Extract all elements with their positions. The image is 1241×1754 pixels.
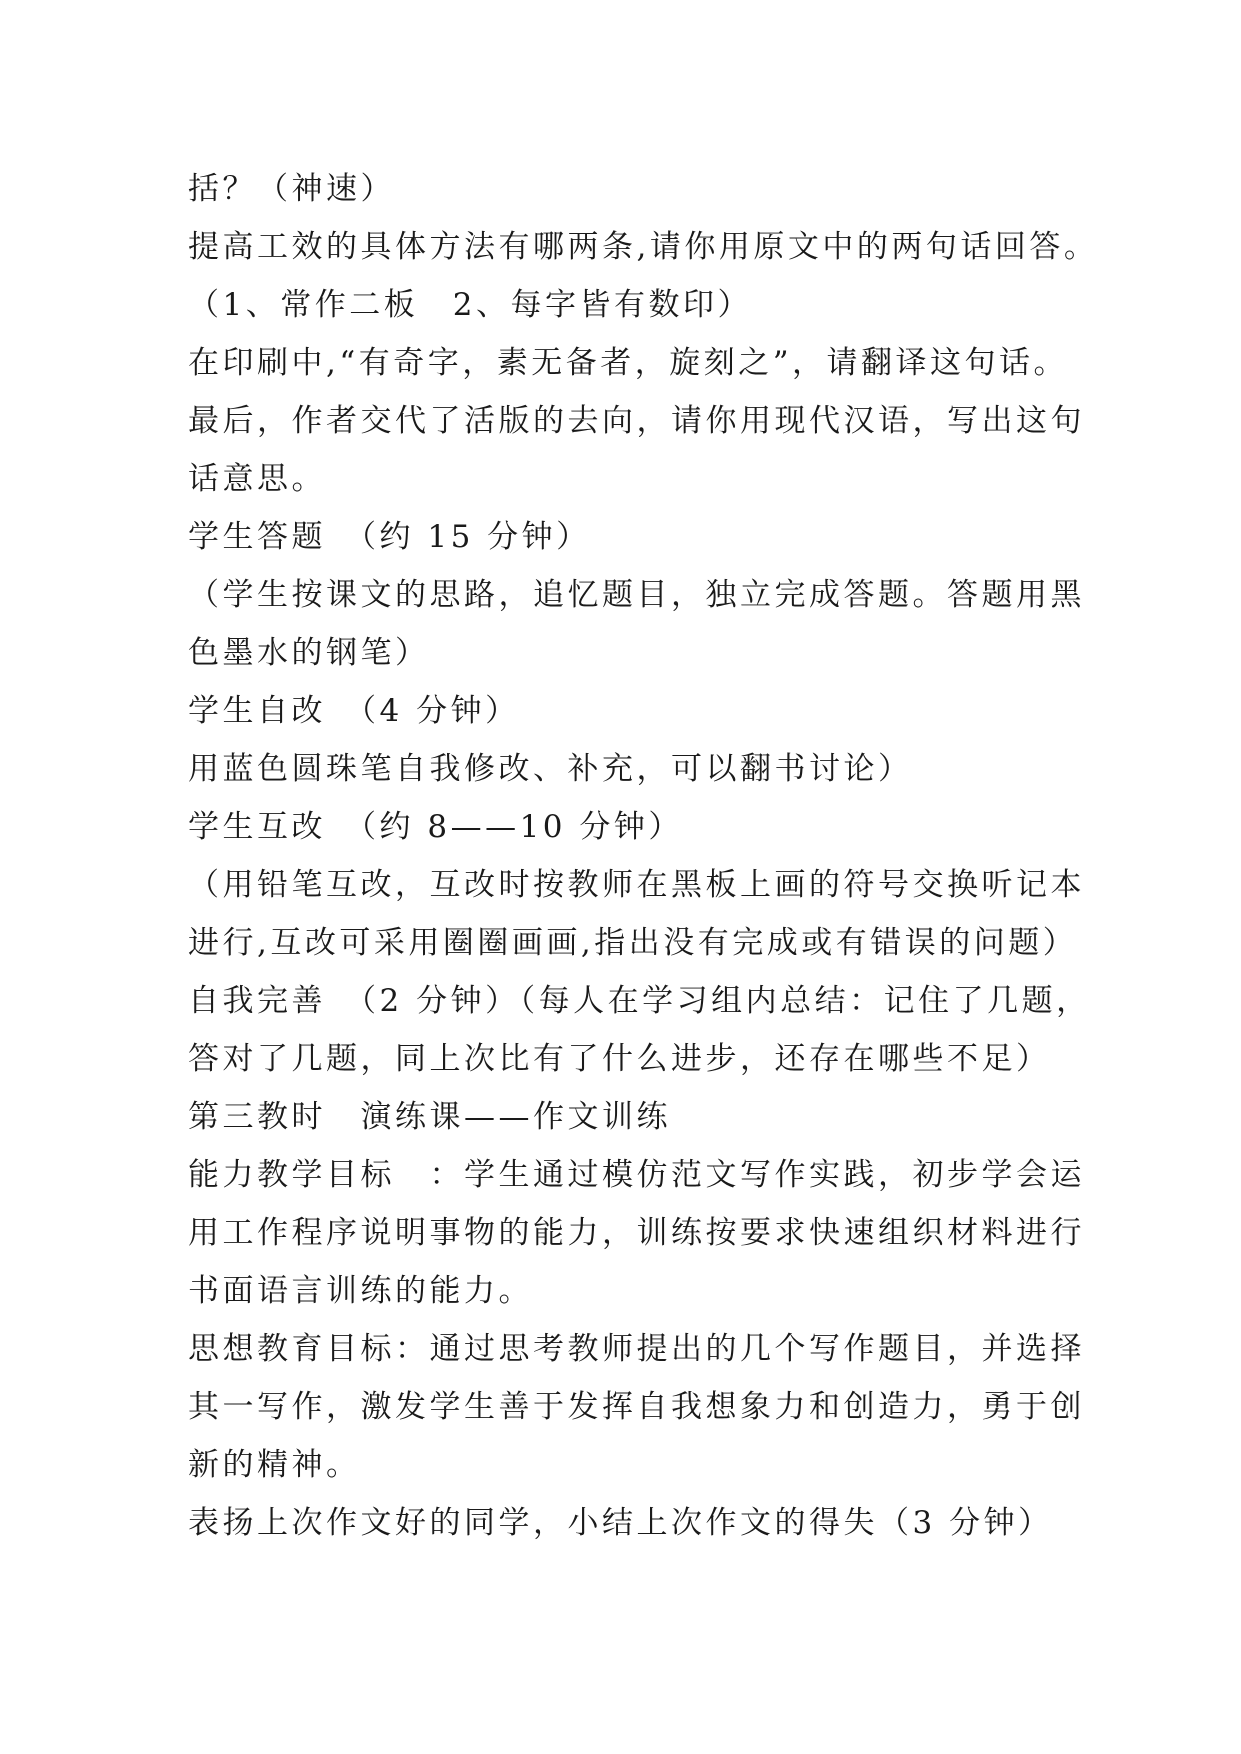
text-line: 自我完善 （2 分钟）（每人在学习组内总结：记住了几题， — [188, 983, 1091, 1019]
text-line: 新的精神。 — [188, 1447, 361, 1483]
text-line: 话意思。 — [188, 461, 326, 497]
section-heading: 第三教时 演练课——作文训练 — [188, 1099, 671, 1135]
text-line: 用工作程序说明事物的能力，训练按要求快速组织材料进行 — [188, 1215, 1085, 1251]
text-line: 思想教育目标：通过思考教师提出的几个写作题目，并选择 — [188, 1331, 1085, 1367]
document-body — [188, 160, 1099, 1552]
text-line: （1、常作二板 2、每字皆有数印） — [188, 287, 752, 323]
text-line: 进行,互改可采用圈圈画画,指出没有完成或有错误的问题） — [188, 925, 1078, 961]
text-line: 括？（神速） — [188, 171, 395, 207]
text-line: 学生互改 （约 8——10 分钟） — [188, 809, 683, 845]
text-line: 在印刷中,“有奇字，素无备者，旋刻之”，请翻译这句话。 — [188, 345, 1069, 381]
text-line: （用铅笔互改，互改时按教师在黑板上画的符号交换听记本 — [188, 867, 1085, 903]
text-line: 学生答题 （约 15 分钟） — [188, 519, 591, 555]
text-line: 书面语言训练的能力。 — [188, 1273, 533, 1309]
text-line: 能力教学目标 ：学生通过模仿范文写作实践，初步学会运 — [188, 1157, 1085, 1193]
text-line: 色墨水的钢笔） — [188, 635, 430, 671]
text-line: 其一写作，激发学生善于发挥自我想象力和创造力，勇于创 — [188, 1389, 1085, 1425]
text-line: 学生自改 （4 分钟） — [188, 693, 520, 729]
text-line: （学生按课文的思路，追忆题目，独立完成答题。答题用黑 — [188, 577, 1085, 613]
text-line: 最后，作者交代了活版的去向，请你用现代汉语，写出这句 — [188, 403, 1085, 439]
text-line: 用蓝色圆珠笔自我修改、补充，可以翻书讨论） — [188, 751, 913, 787]
text-line: 提高工效的具体方法有哪两条,请你用原文中的两句话回答。 — [188, 229, 1099, 265]
text-line: 答对了几题，同上次比有了什么进步，还存在哪些不足） — [188, 1041, 1051, 1077]
text-line: 表扬上次作文好的同学，小结上次作文的得失（3 分钟） — [188, 1505, 1053, 1541]
